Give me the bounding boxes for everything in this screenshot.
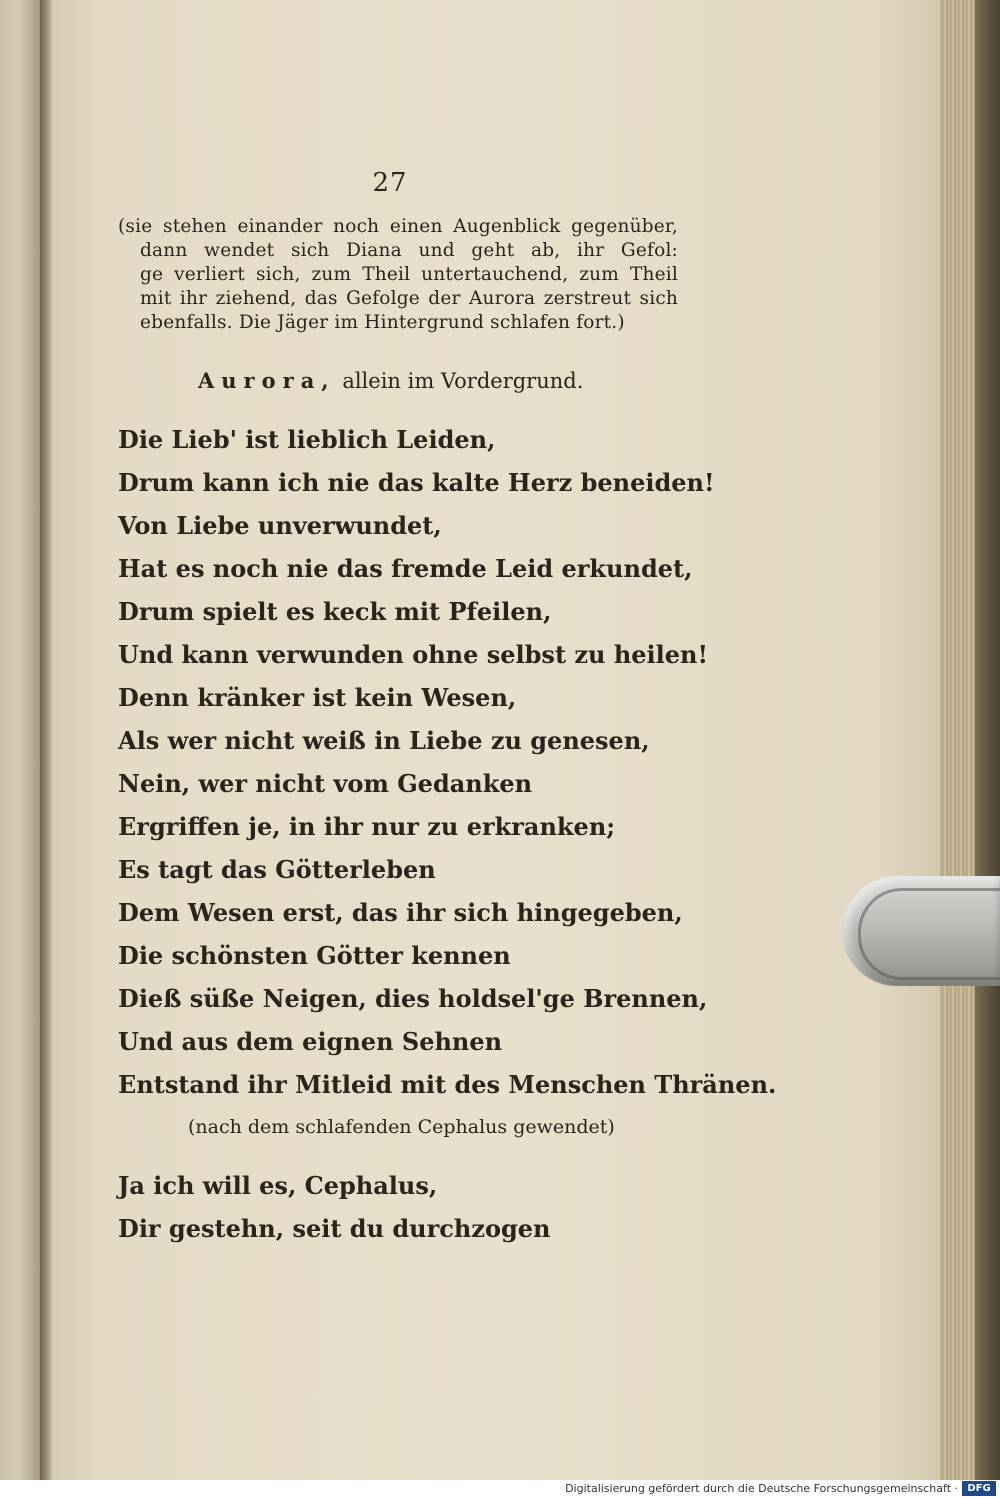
- stage-direction-line: (sie stehen einander noch einen Augenblick gegenüber,: [118, 216, 678, 237]
- verse-line: Dem Wesen erst, das ihr sich hingegeben,: [118, 898, 683, 927]
- verse-line: Und aus dem eignen Sehnen: [118, 1027, 503, 1056]
- footer-credit: Digitalisierung gefördert durch die Deutsche Forschungsgemeinschaft ·: [565, 1482, 958, 1495]
- verse-line: Hat es noch nie das fremde Leid erkundet,: [118, 554, 693, 583]
- stage-direction-inline: (nach dem schlafenden Cephalus gewendet): [188, 1116, 615, 1138]
- verse-line: Als wer nicht weiß in Liebe zu genesen,: [118, 726, 650, 755]
- verse-block-continued: [118, 1164, 718, 1250]
- verse-line: Von Liebe unverwundet,: [118, 511, 442, 540]
- verse-line: Ja ich will es, Cephalus,: [118, 1171, 438, 1200]
- speaker-note: allein im Vordergrund.: [342, 369, 584, 393]
- verse-line: Entstand ihr Mitleid mit des Menschen Thränen.: [118, 1070, 777, 1099]
- verse-line: Drum spielt es keck mit Pfeilen,: [118, 597, 552, 626]
- verse-line: Es tagt das Götterleben: [118, 855, 436, 884]
- stage-direction-line: ge verliert sich, zum Theil untertauchend, zum Theil: [140, 264, 678, 285]
- page-number: 27: [372, 168, 408, 198]
- verse-line: Denn kränker ist kein Wesen,: [118, 683, 517, 712]
- dfg-logo: DFG: [962, 1481, 996, 1496]
- stage-direction: [118, 215, 678, 335]
- stage-direction-line: mit ihr ziehend, das Gefolge der Aurora zerstreut sich: [140, 288, 678, 309]
- verse-line: Dieß süße Neigen, dies holdsel'ge Brennen,: [118, 984, 708, 1013]
- verse-line: Und kann verwunden ohne selbst zu heilen!: [118, 640, 709, 669]
- speaker-name: Aurora,: [198, 368, 336, 393]
- verse-block: [118, 418, 777, 1106]
- verse-line: Die schönsten Götter kennen: [118, 941, 511, 970]
- verse-line: Die Lieb' ist lieblich Leiden,: [118, 425, 496, 454]
- stage-direction-line: ebenfalls. Die Jäger im Hintergrund schlafen fort.): [140, 312, 625, 333]
- stage-direction-line: dann wendet sich Diana und geht ab, ihr Gefol:: [140, 240, 678, 261]
- verse-line: Drum kann ich nie das kalte Herz beneiden!: [118, 468, 715, 497]
- speaker-heading: [198, 368, 583, 393]
- verse-line: Ergriffen je, in ihr nur zu erkranken;: [118, 812, 616, 841]
- verse-line: Dir gestehn, seit du durchzogen: [118, 1214, 551, 1243]
- verse-line: Nein, wer nicht vom Gedanken: [118, 769, 533, 798]
